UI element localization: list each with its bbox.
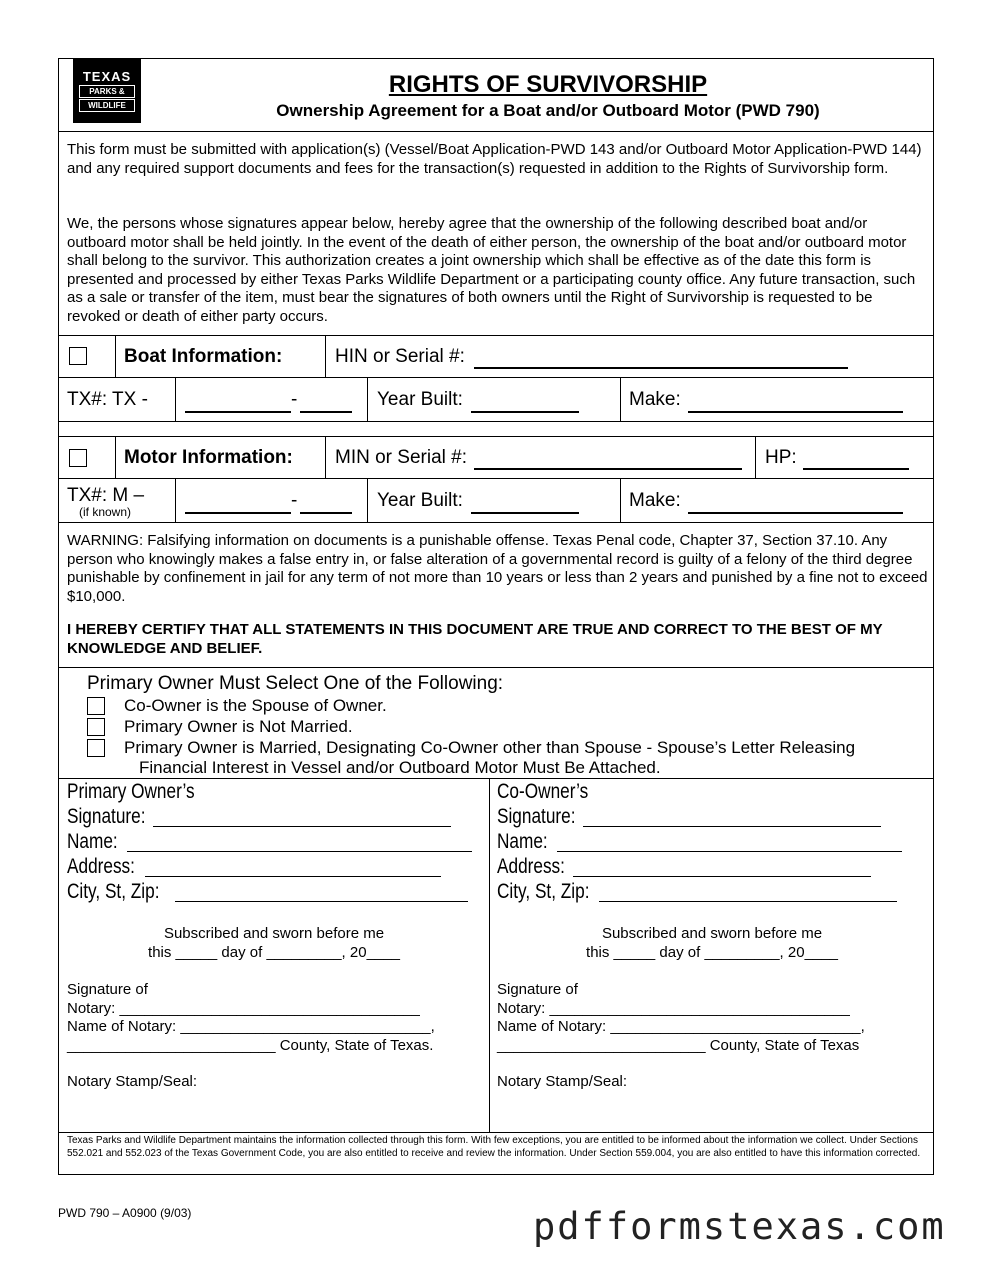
coowner-address-field[interactable] — [573, 857, 871, 877]
option-married-other: Primary Owner is Married, Designating Co-Owner other than Spouse - Spouse’s Letter Releasing — [124, 738, 856, 757]
divider — [59, 478, 933, 479]
divider — [59, 667, 933, 668]
coowner-city-label: City, St, Zip: — [497, 880, 590, 903]
divider — [620, 478, 621, 522]
primary-notary-name-field[interactable]: Name of Notary: ______________________________, — [67, 1018, 435, 1035]
boat-make-label: Make: — [629, 389, 681, 410]
selection-heading: Primary Owner Must Select One of the Following: — [87, 673, 504, 694]
dash: - — [291, 389, 298, 410]
motor-info-label: Motor Information: — [124, 447, 293, 468]
hin-field[interactable] — [474, 347, 848, 369]
divider — [620, 377, 621, 421]
boat-tx-field-1[interactable] — [185, 391, 291, 413]
divider — [59, 131, 933, 132]
divider — [175, 377, 176, 421]
coowner-notary-sig-field[interactable]: Notary: ____________________________________ — [497, 1000, 850, 1017]
coowner-signature-label: Signature: — [497, 805, 576, 828]
divider — [59, 522, 933, 523]
boat-year-field[interactable] — [471, 391, 579, 413]
divider — [115, 436, 116, 478]
primary-name-field[interactable] — [127, 832, 472, 852]
divider — [59, 778, 933, 779]
warning-text: WARNING: Falsifying information on documents is a punishable offense. Texas Penal code, Chapter 37, Section 37.10. Any person who knowingly makes a false entry in, or false alteration of a governmental record is guilty of a felony of the third degree punishable by confinement in jail for any term of not more than 10 years or less than 2 years and punished by a fine not to exceed $10,000. — [67, 532, 928, 605]
form-title: RIGHTS OF SURVIVORSHIP — [388, 71, 708, 98]
primary-signature-field[interactable] — [153, 807, 451, 827]
primary-notary-sig-label: Signature of — [67, 981, 148, 998]
primary-city-label: City, St, Zip: — [67, 880, 160, 903]
boat-year-label: Year Built: — [377, 389, 463, 410]
divider — [59, 436, 933, 437]
divider — [59, 421, 933, 422]
coowner-address-label: Address: — [497, 855, 565, 878]
min-field[interactable] — [474, 448, 742, 470]
hin-label: HIN or Serial #: — [335, 346, 465, 367]
primary-stamp-label: Notary Stamp/Seal: — [67, 1073, 198, 1090]
dash: - — [291, 490, 298, 511]
divider — [325, 436, 326, 478]
divider — [755, 436, 756, 478]
divider — [59, 335, 933, 336]
divider — [175, 478, 176, 522]
motor-tx-field-2[interactable] — [300, 492, 352, 514]
motor-year-label: Year Built: — [377, 490, 463, 511]
motor-year-field[interactable] — [471, 492, 579, 514]
spouse-checkbox[interactable] — [87, 697, 105, 715]
boat-tx-field-2[interactable] — [300, 391, 352, 413]
divider — [59, 377, 933, 378]
option-married-other-cont: Financial Interest in Vessel and/or Outboard Motor Must Be Attached. — [139, 758, 661, 777]
coowner-county-field[interactable]: _________________________ County, State of Texas — [497, 1037, 860, 1054]
not-married-checkbox[interactable] — [87, 718, 105, 736]
primary-name-label: Name: — [67, 830, 118, 853]
motor-tx-field-1[interactable] — [185, 492, 291, 514]
motor-tx-label: TX#: M – — [67, 485, 145, 506]
primary-city-field[interactable] — [175, 882, 468, 902]
divider — [59, 1132, 933, 1133]
tpwd-logo — [73, 59, 141, 123]
intro-paragraph-2: We, the persons whose signatures appear below, hereby agree that the ownership of the following described boat and/or outboard motor shall be held jointly. In the event of the death of either person, the ownership of the boat and/or outboard motor shall belong to the survivor. This authorization creates a joint ownership which shall be effective as of the date this form is presented and processed by either Texas Parks Wildlife Department or a participating county office. Any future transaction, such as a sale or transfer of the item, must bear the signatures of both owners until the Right of Survivorship is requested to be revoked or death of either party occurs. — [67, 215, 916, 325]
boat-info-checkbox[interactable] — [69, 347, 87, 365]
primary-county-field[interactable]: _________________________ County, State of Texas. — [67, 1037, 434, 1054]
primary-owner-heading: Primary Owner’s — [67, 780, 195, 803]
coowner-city-field[interactable] — [599, 882, 897, 902]
min-label: MIN or Serial #: — [335, 447, 467, 468]
primary-address-field[interactable] — [145, 857, 441, 877]
coowner-sworn-line-2: this _____ day of _________, 20____ — [586, 944, 838, 961]
form-subtitle: Ownership Agreement for a Boat and/or Outboard Motor (PWD 790) — [276, 101, 820, 120]
primary-signature-label: Signature: — [67, 805, 146, 828]
if-known-note: (if known) — [79, 505, 132, 519]
primary-sworn-line-1: Subscribed and sworn before me — [163, 925, 385, 942]
coowner-notary-sig-label: Signature of — [497, 981, 578, 998]
hp-field[interactable] — [803, 448, 909, 470]
hp-label: HP: — [765, 447, 797, 468]
primary-notary-sig-field[interactable]: Notary: ____________________________________ — [67, 1000, 420, 1017]
logo-line-2: PARKS & — [79, 85, 135, 98]
divider — [367, 377, 368, 421]
primary-sworn-line-2: this _____ day of _________, 20____ — [148, 944, 400, 961]
boat-info-label: Boat Information: — [124, 346, 283, 367]
divider — [367, 478, 368, 522]
privacy-notice: Texas Parks and Wildlife Department maintains the information collected through this form. With few exceptions, you are entitled to be informed about the information we collect. Under Sections 552.021 and 552.023 of the Texas Government Code, you are also entitled to receive and review the information. Under Section 559.004, you are also entitled to have this information corrected. — [67, 1135, 921, 1159]
divider — [325, 335, 326, 377]
coowner-sworn-line-1: Subscribed and sworn before me — [601, 925, 823, 942]
option-spouse: Co-Owner is the Spouse of Owner. — [124, 696, 387, 715]
divider — [115, 335, 116, 377]
motor-make-field[interactable] — [688, 492, 903, 514]
boat-make-field[interactable] — [688, 391, 903, 413]
certify-statement: I HEREBY CERTIFY THAT ALL STATEMENTS IN THIS DOCUMENT ARE TRUE AND CORRECT TO THE BEST OF MY KNOWLEDGE AND BELIEF. — [67, 621, 883, 657]
logo-line-3: WILDLIFE — [79, 99, 135, 112]
coowner-signature-field[interactable] — [583, 807, 881, 827]
coowner-name-field[interactable] — [557, 832, 902, 852]
logo-line-1: TEXAS — [82, 69, 132, 84]
primary-address-label: Address: — [67, 855, 135, 878]
motor-info-checkbox[interactable] — [69, 449, 87, 467]
form-id: PWD 790 – A0900 (9/03) — [58, 1206, 192, 1220]
option-not-married: Primary Owner is Not Married. — [124, 717, 353, 736]
married-other-checkbox[interactable] — [87, 739, 105, 757]
motor-make-label: Make: — [629, 490, 681, 511]
coowner-name-label: Name: — [497, 830, 548, 853]
form-frame — [58, 58, 934, 1175]
coowner-heading: Co-Owner’s — [497, 780, 589, 803]
coowner-stamp-label: Notary Stamp/Seal: — [497, 1073, 628, 1090]
watermark: pdfformstexas.com — [533, 1205, 946, 1248]
boat-tx-label: TX#: TX - — [67, 389, 148, 410]
coowner-notary-name-field[interactable]: Name of Notary: ______________________________, — [497, 1018, 865, 1035]
intro-paragraph-1: This form must be submitted with application(s) (Vessel/Boat Application-PWD 143 and/or Outboard Motor Application-PWD 144) and any required support documents and fees for the transaction(s) requested in addition to the Rights of Survivorship form. — [67, 141, 922, 177]
